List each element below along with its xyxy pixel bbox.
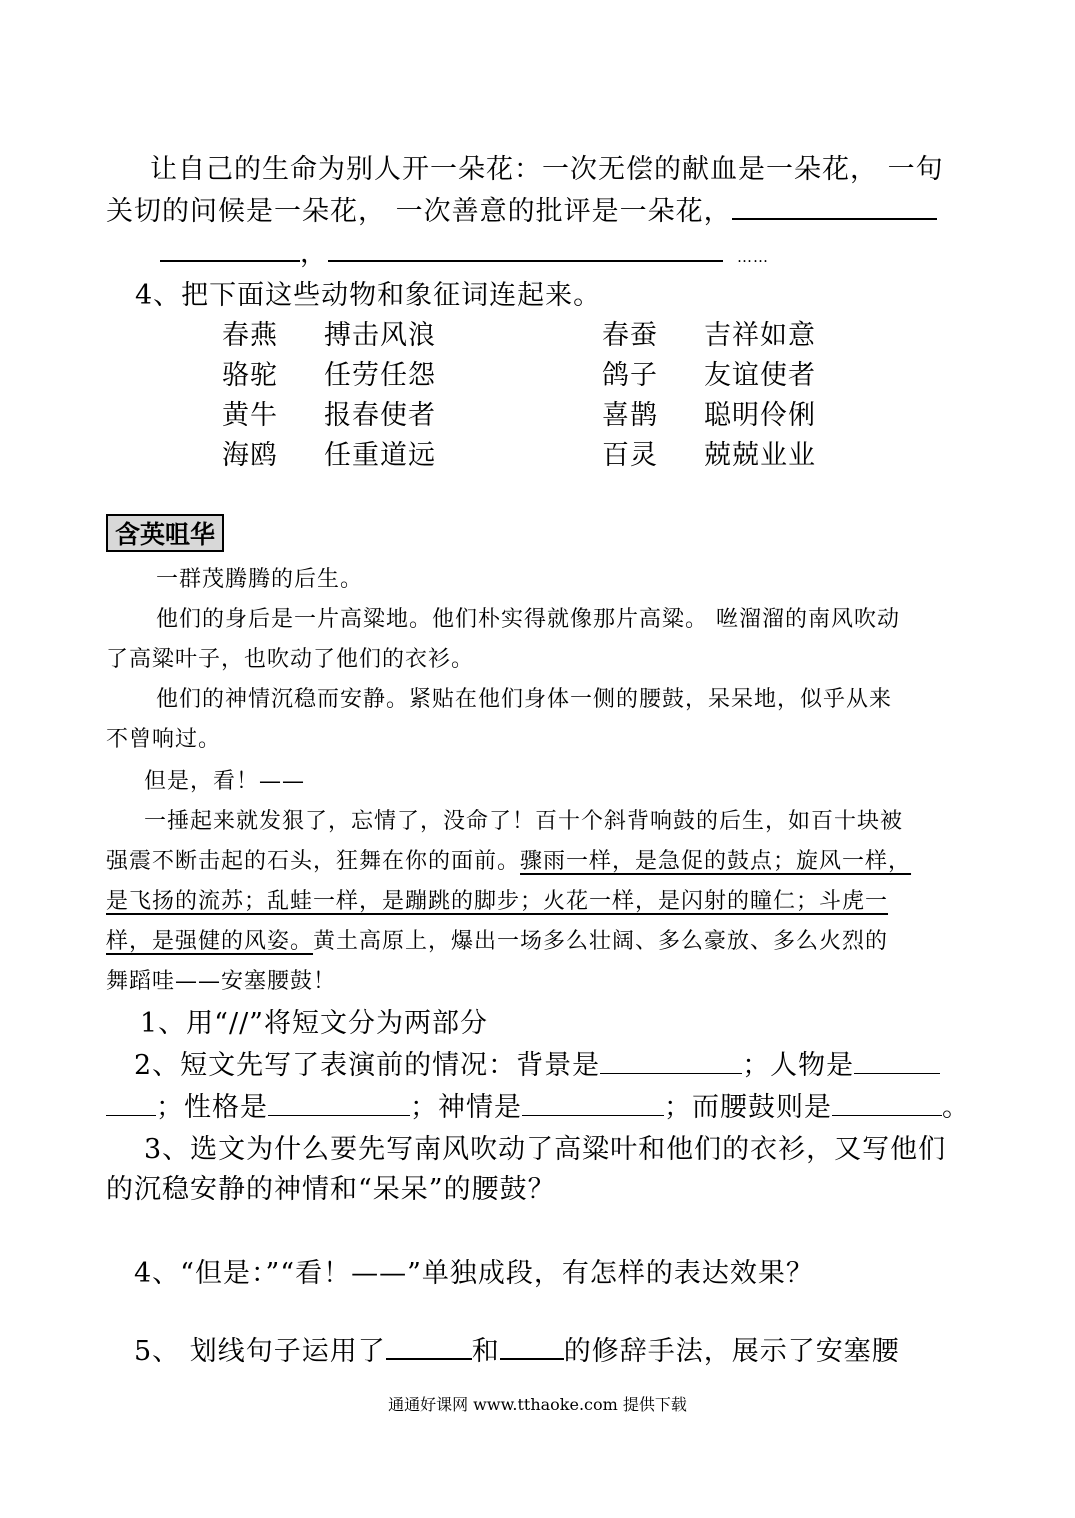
question-2-text-d: ；神情是	[410, 1092, 522, 1123]
animal-word: 黄牛	[222, 400, 278, 431]
passage-paragraph-5-line-5: 舞蹈哇——安塞腰鼓！	[106, 969, 337, 994]
passage-paragraph-1: 一群茂腾腾的后生。	[156, 567, 364, 592]
intro-line-2	[106, 192, 937, 232]
passage-paragraph-3-line-1: 他们的神情沉稳而安静。紧贴在他们身体一侧的腰鼓，呆呆地，似乎从来	[156, 687, 893, 712]
answer-blank[interactable]	[106, 1089, 156, 1116]
matching-right-row-3	[602, 396, 816, 436]
question-5-text-b: 和	[471, 1336, 500, 1367]
answer-blank[interactable]	[522, 1089, 664, 1116]
matching-question-title: 4、把下面这些动物和象征词连起来。	[135, 280, 602, 311]
animal-word: 春蚕	[602, 320, 658, 351]
intro-line-2-text: 关切的问候是一朵花， 一次善意的批评是一朵花，	[106, 196, 732, 227]
question-2-line-2	[106, 1088, 970, 1128]
animal-word: 海鸥	[222, 440, 278, 471]
answer-blank[interactable]	[600, 1047, 742, 1074]
underlined-sentence: 骤雨一样，是急促的鼓点；旋风一样，	[520, 849, 912, 874]
answer-blank[interactable]	[268, 1089, 410, 1116]
matching-left-row-2	[222, 356, 436, 396]
question-3-line-1: 3、选文为什么要先写南风吹动了高粱叶和他们的衣衫，又写他们	[144, 1134, 947, 1165]
plain-text: 强震不断击起的石头，狂舞在你的面前。	[106, 849, 521, 874]
question-2-text-c: ；性格是	[156, 1092, 268, 1123]
question-4: 4、“但是：”“看！——”单独成段，有怎样的表达效果？	[134, 1258, 814, 1289]
symbol-word: 吉祥如意	[704, 320, 816, 351]
passage-paragraph-2-line-2: 了高粱叶子，也吹动了他们的衣衫。	[106, 647, 475, 672]
passage-paragraph-5-line-1: 一捶起来就发狠了，忘情了，没命了！百十个斜背响鼓的后生，如百十块被	[144, 809, 904, 834]
section-title: 含英咀华	[106, 514, 224, 552]
answer-blank[interactable]	[160, 234, 300, 262]
question-3-line-2: 的沉稳安静的神情和“呆呆”的腰鼓？	[106, 1174, 556, 1205]
question-2-text-e: ；而腰鼓则是	[664, 1092, 832, 1123]
animal-word: 骆驼	[222, 360, 278, 391]
passage-paragraph-3-line-2: 不曾响过。	[106, 727, 222, 752]
answer-blank[interactable]	[386, 1332, 472, 1360]
passage-paragraph-2-line-1: 他们的身后是一片高粱地。他们朴实得就像那片高粱。 咝溜溜的南风吹动	[156, 607, 900, 632]
answer-blank[interactable]	[832, 1089, 942, 1116]
matching-right-row-2	[602, 356, 816, 396]
question-2-text-a: 2、短文先写了表演前的情况：背景是	[134, 1050, 601, 1081]
passage-paragraph-5-line-2	[106, 842, 911, 882]
plain-text: 黄土高原上，爆出一场多么壮阔、多么豪放、多么火烈的	[313, 929, 889, 954]
symbol-word: 任劳任怨	[324, 360, 436, 391]
symbol-word: 兢兢业业	[704, 440, 816, 471]
animal-word: 鸽子	[602, 360, 658, 391]
question-1: 1、用“//”将短文分为两部分	[140, 1008, 488, 1039]
symbol-word: 聪明伶俐	[704, 400, 816, 431]
symbol-word: 友谊使者	[704, 360, 816, 391]
question-5-text-c: 的修辞手法，展示了安塞腰	[563, 1336, 900, 1367]
question-2-line-1	[134, 1046, 940, 1086]
intro-line-1: 让自己的生命为别人开一朵花：一次无偿的献血是一朵花， 一句	[150, 154, 944, 185]
underlined-sentence: 样，是强健的风姿。	[106, 929, 314, 954]
answer-blank[interactable]	[732, 192, 937, 220]
intro-line-3	[160, 234, 769, 277]
passage-paragraph-4: 但是，看！——	[144, 769, 306, 794]
symbol-word: 报春使者	[324, 400, 436, 431]
matching-left-row-4	[222, 436, 436, 476]
separator: ，	[300, 238, 328, 269]
question-2-text-f: 。	[942, 1092, 970, 1123]
answer-blank[interactable]	[854, 1047, 940, 1074]
matching-left-row-3	[222, 396, 436, 436]
passage-paragraph-5-line-4	[106, 922, 888, 962]
symbol-word: 搏击风浪	[324, 320, 436, 351]
matching-right-row-1	[602, 316, 816, 356]
matching-left-row-1	[222, 316, 436, 356]
symbol-word: 任重道远	[324, 440, 436, 471]
matching-right-row-4	[602, 436, 816, 476]
page-footer: 通通好课网 www.tthaoke.com 提供下载	[388, 1395, 687, 1414]
animal-word: 百灵	[602, 440, 658, 471]
ellipsis: ……	[737, 248, 769, 266]
passage-paragraph-5-line-3: 是飞扬的流苏；乱蛙一样，是蹦跳的脚步；火花一样，是闪射的瞳仁；斗虎一	[106, 889, 889, 914]
answer-blank[interactable]	[328, 234, 723, 262]
question-2-text-b: ；人物是	[742, 1050, 855, 1081]
animal-word: 春燕	[222, 320, 278, 351]
animal-word: 喜鹊	[602, 400, 658, 431]
question-5-line-1	[134, 1332, 900, 1372]
question-5-text-a: 5、 划线句子运用了	[134, 1336, 386, 1367]
answer-blank[interactable]	[500, 1332, 564, 1360]
